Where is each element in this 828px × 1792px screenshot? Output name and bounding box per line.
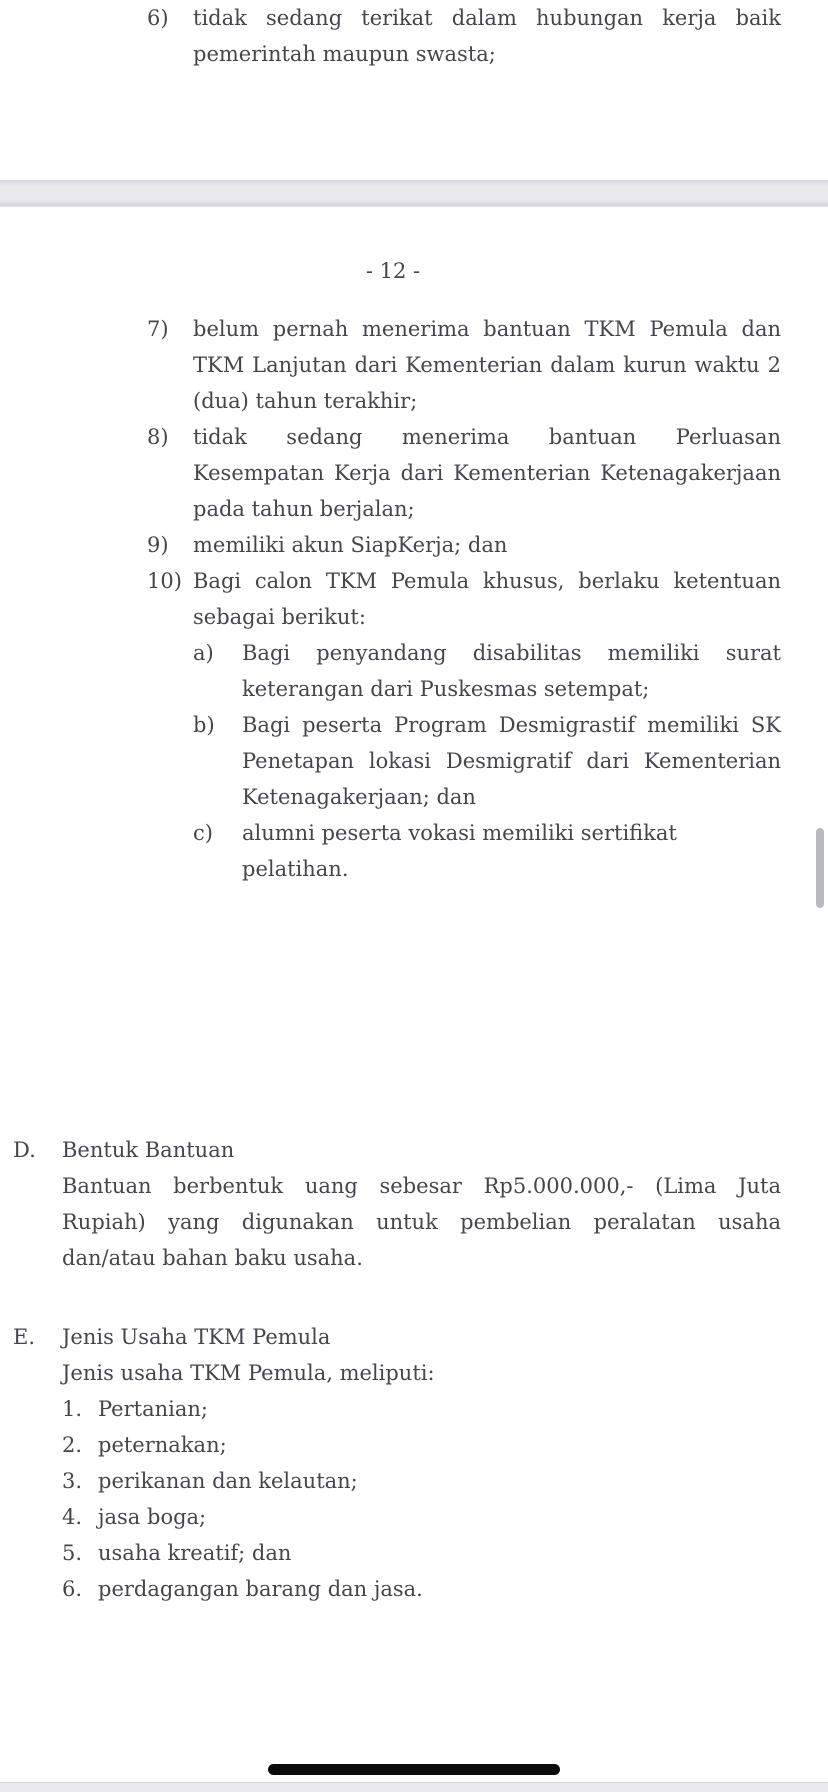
sub-item-letter: a) [193, 641, 214, 665]
sub-item-letter: b) [193, 713, 215, 737]
item-text: memiliki akun SiapKerja; dan [193, 533, 508, 557]
item-number: 6. [62, 1577, 83, 1601]
previous-page-fragment [147, 0, 781, 72]
sub-item-text: Bagi peserta Program Desmigrastif memiliki SK Penetapan lokasi Desmigratif dari Kementerian Ketenagakerjaan; dan [242, 713, 781, 809]
sub-item-text: Bagi penyandang disabilitas memiliki surat keterangan dari Puskesmas setempat; [242, 641, 781, 701]
list-item [62, 1427, 781, 1463]
sub-list-item [193, 815, 781, 887]
section-letter: E. [13, 1325, 36, 1349]
item-text: jasa boga; [98, 1505, 207, 1529]
item-number: 7) [147, 317, 169, 341]
list-item [147, 527, 781, 563]
section-intro: Jenis usaha TKM Pemula, meliputi: [62, 1361, 435, 1385]
item-text-lead: Bagi calon TKM Pemula khusus, berlaku ketentuan sebagai berikut: [193, 569, 781, 629]
list-item [147, 0, 781, 72]
sub-item-letter: c) [193, 821, 213, 845]
item-number: 10) [147, 569, 182, 593]
item-text [193, 563, 781, 887]
item-text: perikanan dan kelautan; [98, 1469, 358, 1493]
item-number: 1. [62, 1397, 83, 1421]
section-title: Bentuk Bantuan [62, 1138, 235, 1162]
section-heading [13, 1132, 781, 1168]
scrollbar-thumb[interactable] [816, 828, 824, 908]
section-jenis-usaha [13, 1319, 781, 1607]
bottom-system-bar [0, 1782, 828, 1792]
list-item [62, 1391, 781, 1427]
section-title: Jenis Usaha TKM Pemula [62, 1325, 331, 1349]
item-number: 4. [62, 1505, 83, 1529]
sub-list-item [193, 707, 781, 815]
list-item [62, 1535, 781, 1571]
section-letter: D. [13, 1138, 36, 1162]
sub-list-item [193, 635, 781, 707]
numbered-list [147, 311, 781, 887]
item-number: 6) [147, 6, 169, 30]
item-text: tidak sedang menerima bantuan Perluasan Kesempatan Kerja dari Kementerian Ketenagakerjaan pada tahun berjalan; [193, 425, 781, 521]
usaha-list [62, 1391, 781, 1607]
home-indicator[interactable] [268, 1764, 560, 1775]
list-item [147, 419, 781, 527]
lettered-sections [13, 1132, 781, 1607]
lettered-sub-list [193, 635, 781, 887]
item-number: 2. [62, 1433, 83, 1457]
section-bentuk-bantuan [13, 1132, 781, 1276]
sub-item-text: alumni peserta vokasi memiliki sertifikat pelatihan. [242, 821, 677, 881]
item-text: perdagangan barang dan jasa. [98, 1577, 423, 1601]
item-number: 3. [62, 1469, 83, 1493]
section-heading [13, 1319, 781, 1355]
section-body: Bantuan berbentuk uang sebesar Rp5.000.000,- (Lima Juta Rupiah) yang digunakan untuk pembelian peralatan usaha dan/atau bahan baku usaha. [62, 1174, 781, 1270]
list-item [147, 563, 781, 887]
item-text: usaha kreatif; dan [98, 1541, 292, 1565]
list-item [62, 1499, 781, 1535]
item-text: peternakan; [98, 1433, 227, 1457]
list-item [62, 1463, 781, 1499]
page-separator [0, 180, 828, 207]
item-number: 9) [147, 533, 169, 557]
document-page [0, 253, 828, 1601]
list-item [62, 1571, 781, 1607]
item-number: 8) [147, 425, 169, 449]
page-number: - 12 - [365, 259, 421, 283]
item-number: 5. [62, 1541, 83, 1565]
item-text: belum pernah menerima bantuan TKM Pemula dan TKM Lanjutan dari Kementerian dalam kurun waktu 2 (dua) tahun terakhir; [193, 317, 781, 413]
item-text: Pertanian; [98, 1397, 208, 1421]
list-item [147, 311, 781, 419]
item-text: tidak sedang terikat dalam hubungan kerja baik pemerintah maupun swasta; [193, 6, 781, 66]
